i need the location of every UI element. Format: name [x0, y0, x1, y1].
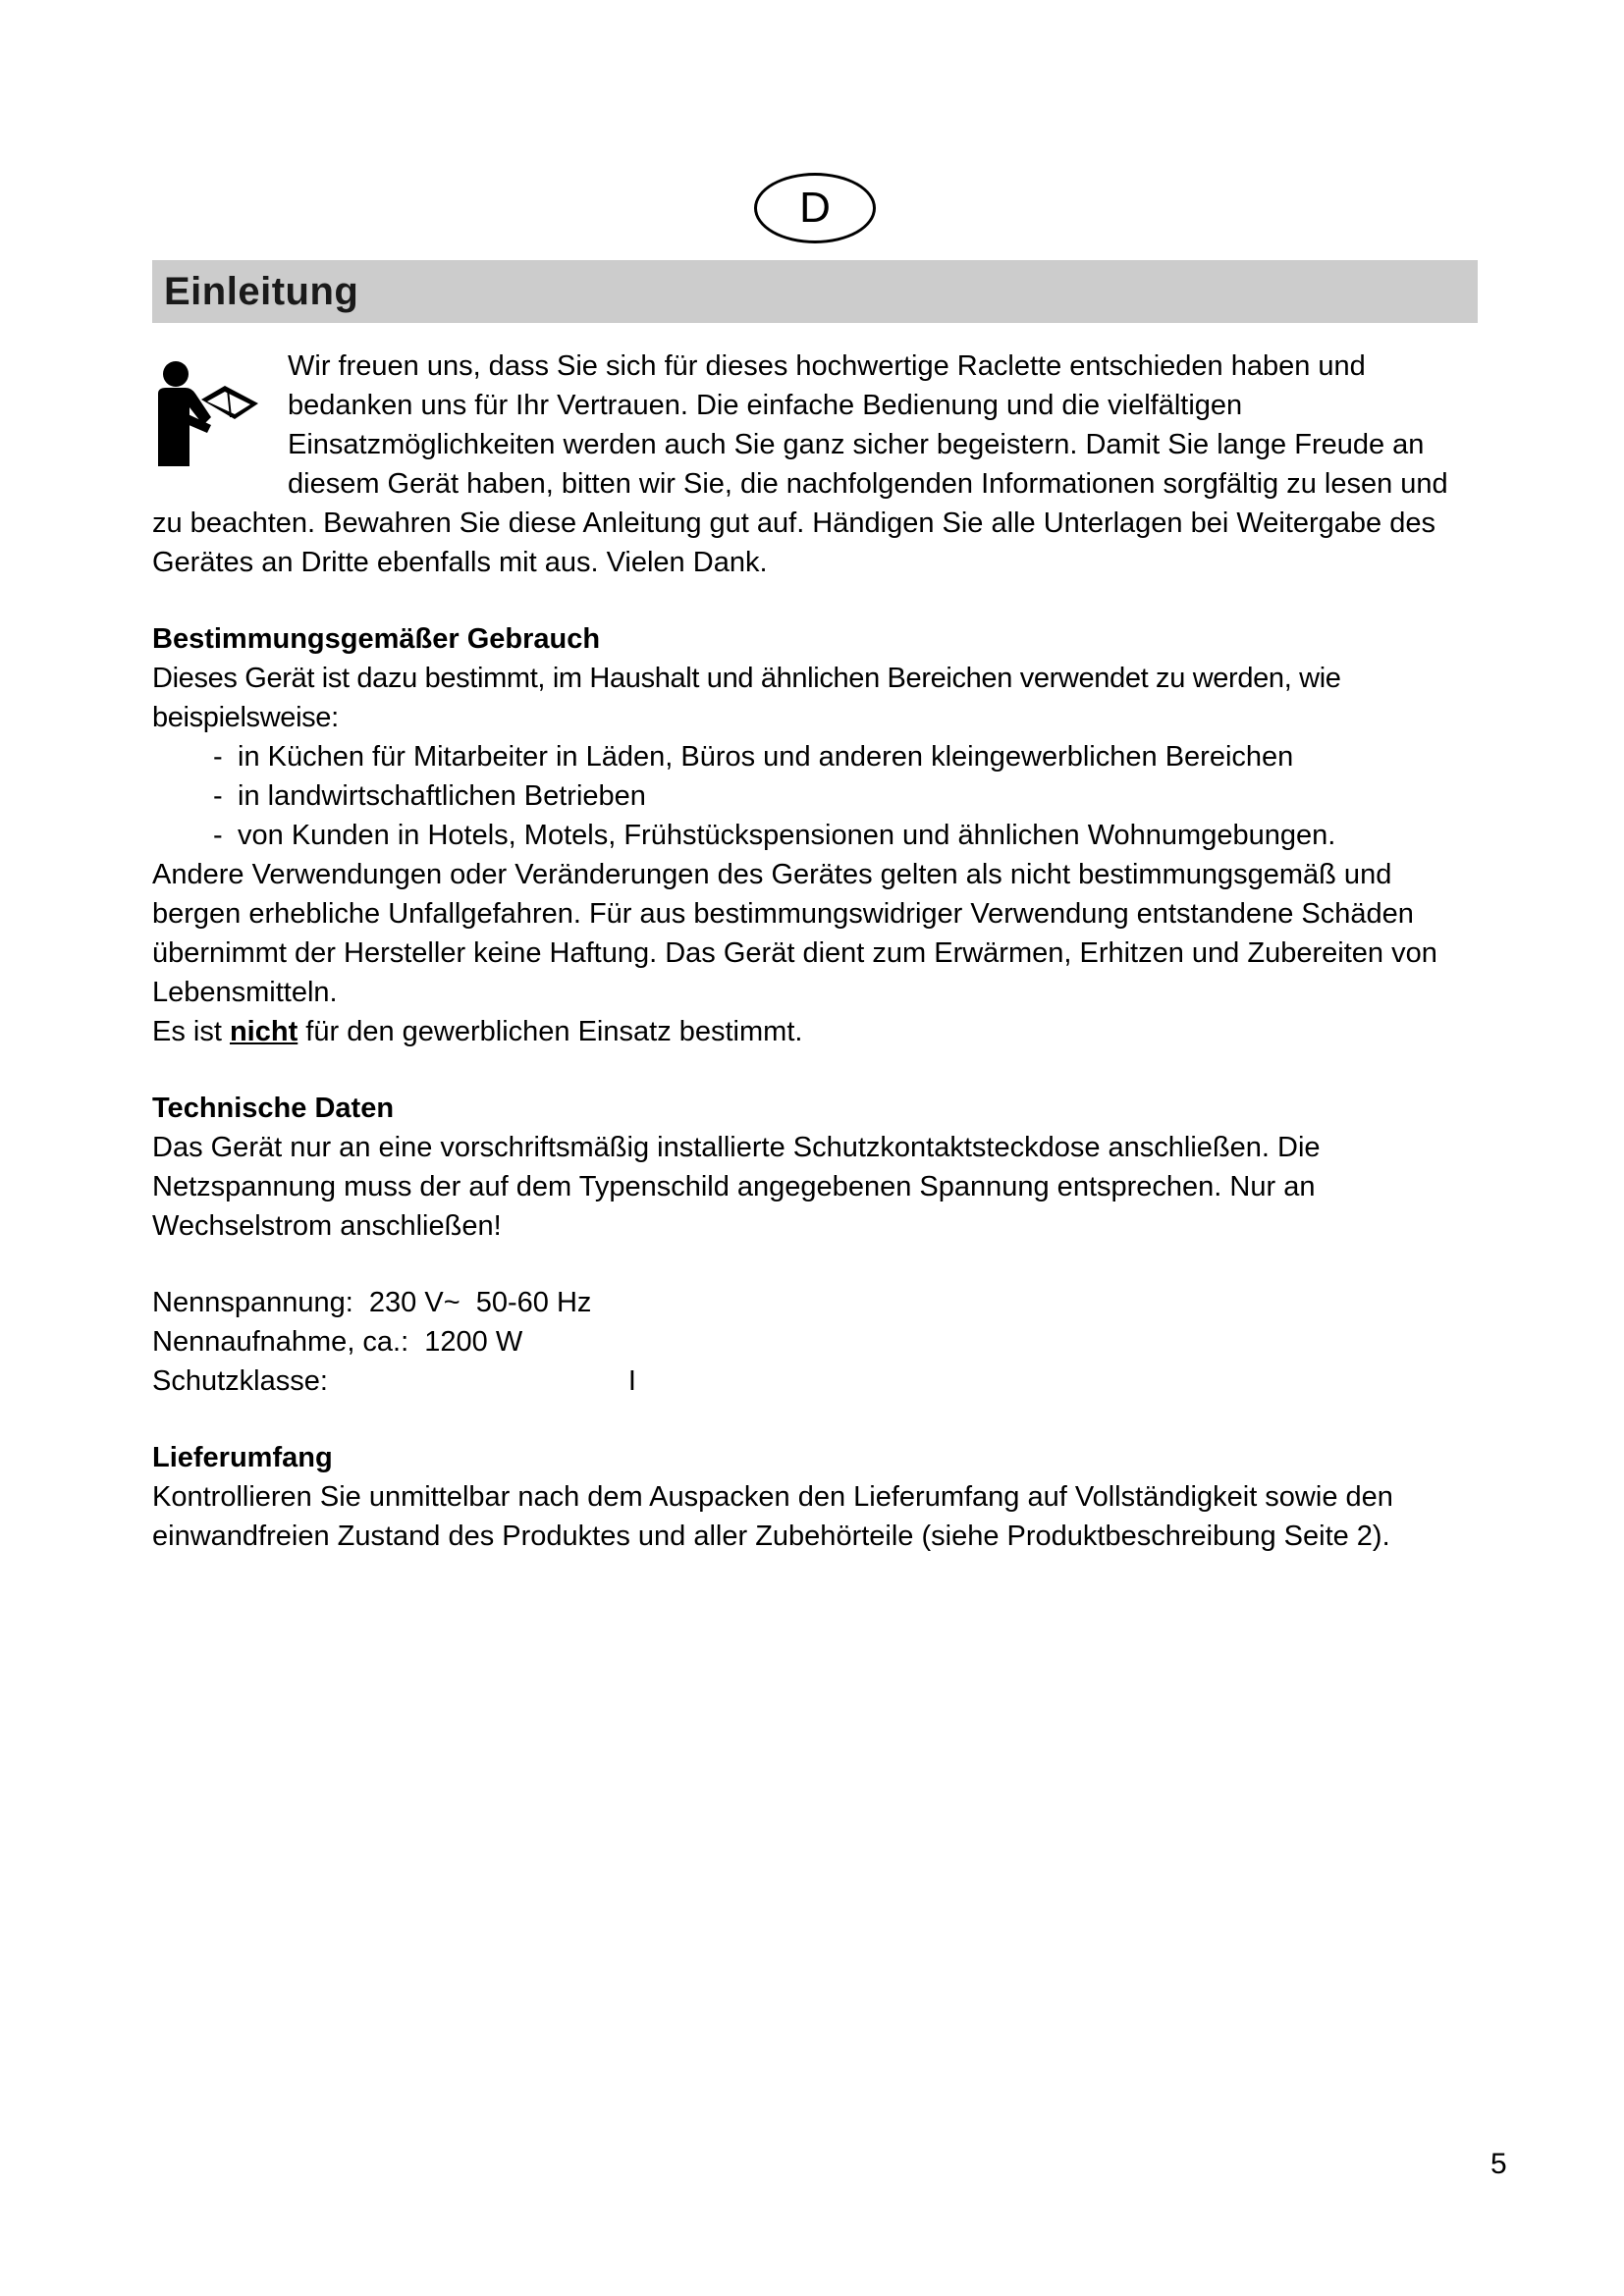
intro-block: [152, 347, 1483, 582]
page-number: 5: [1490, 2148, 1507, 2180]
intended-use-heading: Bestimmungsgemäßer Gebrauch: [152, 623, 601, 655]
language-badge: [754, 173, 876, 243]
technical-body: Das Gerät nur an eine vorschriftsmäßig installierte Schutzkontaktsteckdose anschließen. Die Netzspannung muss der auf dem Typenschild angegebenen Spannung entsprechen. Nur an Wechselstrom anschließen!: [152, 1132, 1321, 1242]
section-title: Einleitung: [164, 269, 359, 313]
list-item: - von Kunden in Hotels, Motels, Frühstückspensionen und ähnlichen Wohnumgebungen.: [213, 816, 1483, 855]
intended-use-lead: Dieses Gerät ist dazu bestimmt, im Haushalt und ähnlichen Bereichen verwendet zu werden, wie beispielsweise:: [152, 663, 1341, 733]
spec-row-class: [152, 1362, 1483, 1401]
spec-value: I: [627, 1365, 636, 1397]
page-content: [152, 347, 1483, 1556]
spec-list: [152, 1283, 1483, 1401]
spec-value: 230 V~ 50-60 Hz: [368, 1287, 592, 1318]
delivery-heading: Lieferumfang: [152, 1442, 333, 1473]
delivery-body: Kontrollieren Sie unmittelbar nach dem Auspacken den Lieferumfang auf Vollständigkeit sowie den einwandfreien Zustand des Produktes und aller Zubehörteile (siehe Produktbeschreibung Seite 2).: [152, 1481, 1393, 1552]
note-suffix: für den gewerblichen Einsatz bestimmt.: [298, 1016, 803, 1047]
spec-label: Schutzklasse:: [152, 1365, 328, 1397]
reading-person-icon: [152, 360, 270, 468]
technical-heading: Technische Daten: [152, 1093, 395, 1124]
intended-use-body: Andere Verwendungen oder Veränderungen des Gerätes gelten als nicht bestimmungsgemäß und bergen erhebliche Unfallgefahren. Für aus bestimmungswidriger Verwendung entstandene Schäden übernimmt der Hersteller keine Haftung. Das Gerät dient zum Erwärmen, Erhitzen und Zubereiten von Lebensmitteln.: [152, 859, 1437, 1008]
spec-label: Nennaufnahme, ca.:: [152, 1326, 409, 1358]
section-header: [152, 260, 1478, 323]
spec-label: Nennspannung:: [152, 1287, 353, 1318]
spec-row-voltage: [152, 1283, 1483, 1322]
spec-row-power: [152, 1322, 1483, 1362]
intended-use-list: [152, 737, 1483, 855]
intended-use-note: [152, 1012, 1483, 1051]
list-item: - in landwirtschaftlichen Betrieben: [213, 776, 1483, 816]
spec-value: 1200 W: [424, 1326, 523, 1358]
language-letter: D: [799, 184, 831, 232]
note-prefix: Es ist: [152, 1016, 230, 1047]
intro-text: Wir freuen uns, dass Sie sich für dieses hochwertige Raclette entschieden haben und bedanken uns für Ihr Vertrauen. Die einfache Bedienung und die vielfältigen Einsatzmöglichkeiten werden auch Sie ganz sicher begeistern. Damit Sie lange Freude an diesem Gerät haben, bitten wir Sie, die nachfolgenden Informationen sorgfältig zu lesen und zu beachten. Bewahren Sie diese Anleitung gut auf. Händigen Sie alle Unterlagen bei Weitergabe des Gerätes an Dritte ebenfalls mit aus. Vielen Dank.: [152, 350, 1448, 578]
list-item: - in Küchen für Mitarbeiter in Läden, Büros und anderen kleingewerblichen Bereichen: [213, 737, 1483, 776]
note-emphasis: nicht: [229, 1016, 298, 1047]
